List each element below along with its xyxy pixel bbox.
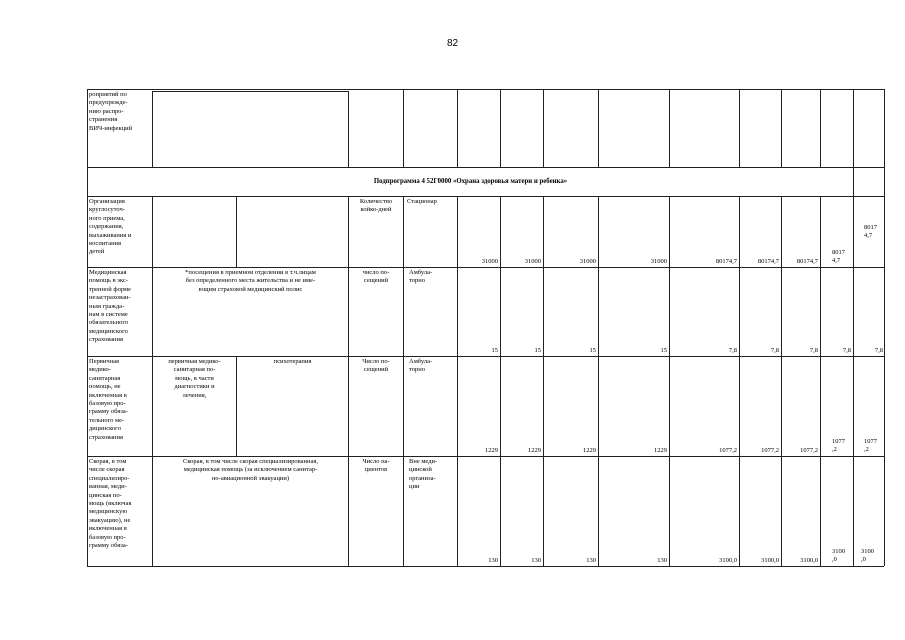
rule (820, 89, 821, 167)
rule (543, 89, 544, 167)
rule (87, 566, 884, 567)
rule (403, 196, 404, 566)
row-amount: 80174,7 (796, 258, 818, 265)
row-value: 31000 (481, 258, 498, 265)
rule (853, 89, 854, 196)
rule (87, 456, 884, 457)
rule (598, 89, 599, 167)
row-amount: 80174,7 (715, 258, 737, 265)
rule (598, 196, 599, 566)
rule (884, 89, 885, 566)
row-condition: Амбула- торно (409, 358, 433, 374)
row-amount: 1077 ,2 (864, 438, 877, 454)
row-value: 130 (586, 557, 596, 564)
rule (669, 89, 670, 167)
row-amount: 1077,2 (761, 447, 779, 454)
page-number: 82 (446, 38, 459, 49)
rule (457, 196, 458, 566)
row-value: 15 (589, 347, 596, 354)
row-amount: 3100,0 (719, 557, 737, 564)
row-amount: 8017 4,7 (832, 249, 845, 265)
rule (87, 196, 88, 566)
row-amount: 80174,7 (757, 258, 779, 265)
row-value: 1229 (583, 447, 596, 454)
rule (152, 91, 348, 92)
row-value: 15 (660, 347, 667, 354)
row-amount: 1077,2 (800, 447, 818, 454)
row-value: 31000 (524, 258, 541, 265)
row-condition: Амбула- торно (409, 269, 433, 285)
rule (87, 89, 884, 90)
row-value: 1229 (654, 447, 667, 454)
row-description: первичная медико- санитарная по- мощь, в части диагностики и лечения, (168, 358, 221, 399)
row-value: 130 (488, 557, 498, 564)
top-row-name: роприятий по предупрежде- нию распро- странения ВИЧ-инфекций (89, 91, 133, 132)
rule (403, 89, 404, 167)
rule (543, 196, 544, 566)
row-value: 31000 (650, 258, 667, 265)
row-name: Скорая, в том числе скорая специализиро- ванная, меди- цинская по- мощь (включая медицинскую эвакуацию), не включенная в базовую про- грамму обяза- (89, 458, 132, 550)
rule (781, 89, 782, 167)
rule (348, 91, 349, 167)
row-value: 31000 (579, 258, 596, 265)
rule (87, 196, 884, 197)
row-amount: 3100 ,0 (832, 548, 845, 564)
rule (781, 196, 782, 566)
row-value: 130 (657, 557, 667, 564)
rule (500, 196, 501, 566)
row-amount: 1077,2 (719, 447, 737, 454)
row-description-detail: психотерапия (273, 358, 312, 365)
row-value: 130 (531, 557, 541, 564)
row-amount: 7,8 (770, 347, 779, 354)
row-unit: Число по- сещений (362, 358, 390, 374)
rule (500, 89, 501, 167)
row-name: Первичная медико- санитарная помощь, не включенная в базовую про- грамму обяза- тельного ме- дицинского страхования (89, 358, 128, 441)
row-unit: Число па- циентов (362, 458, 390, 474)
rule (152, 91, 153, 167)
subprogram-heading: Подпрограмма 4 52Г0000 «Охрана здоровья матери и ребенка» (373, 178, 568, 185)
row-amount: 3100,0 (761, 557, 779, 564)
row-amount: 7,8 (874, 347, 883, 354)
rule (739, 89, 740, 167)
rule (87, 356, 884, 357)
row-amount: 7,8 (728, 347, 737, 354)
rule (457, 89, 458, 167)
row-amount: 7,8 (809, 347, 818, 354)
row-amount: 7,8 (842, 347, 851, 354)
rule (348, 196, 349, 566)
rule (236, 356, 237, 456)
rule (820, 196, 821, 566)
row-name: Организация круглосуточ- ного приема, содержания, выхаживания и воспитания детей (89, 198, 132, 256)
rule (853, 196, 854, 566)
row-condition: Вне меди- цинской организа- ции (409, 458, 438, 491)
row-amount: 3100 ,0 (861, 548, 874, 564)
row-unit: число по- сещений (362, 269, 390, 285)
row-amount: 3100,0 (800, 557, 818, 564)
row-description: *посещения в приемном отделении в т.ч.лицам без определенного места жительства и не име- ющим страховой медицинский полис (185, 269, 316, 293)
row-condition: Стационар (407, 198, 437, 205)
row-unit: Количество койко-дней (359, 198, 393, 214)
row-amount: 8017 4,7 (864, 224, 877, 240)
rule (669, 196, 670, 566)
row-value: 15 (534, 347, 541, 354)
row-value: 15 (491, 347, 498, 354)
row-value: 1229 (528, 447, 541, 454)
rule (87, 167, 884, 168)
row-description: Скорая, в том числе скорая специализированная, медицинская помощь (за исключением санитар- но-авиационной эвакуации) (183, 458, 318, 482)
row-value: 1229 (485, 447, 498, 454)
row-amount: 1077 ,2 (832, 438, 845, 454)
rule (739, 196, 740, 566)
rule (87, 267, 884, 268)
rule (236, 196, 237, 267)
row-name: Медицинская помощь в экс- тренной форме незастрахован- ным гражда- нам в системе обязательного медицинского страхования (89, 269, 131, 344)
